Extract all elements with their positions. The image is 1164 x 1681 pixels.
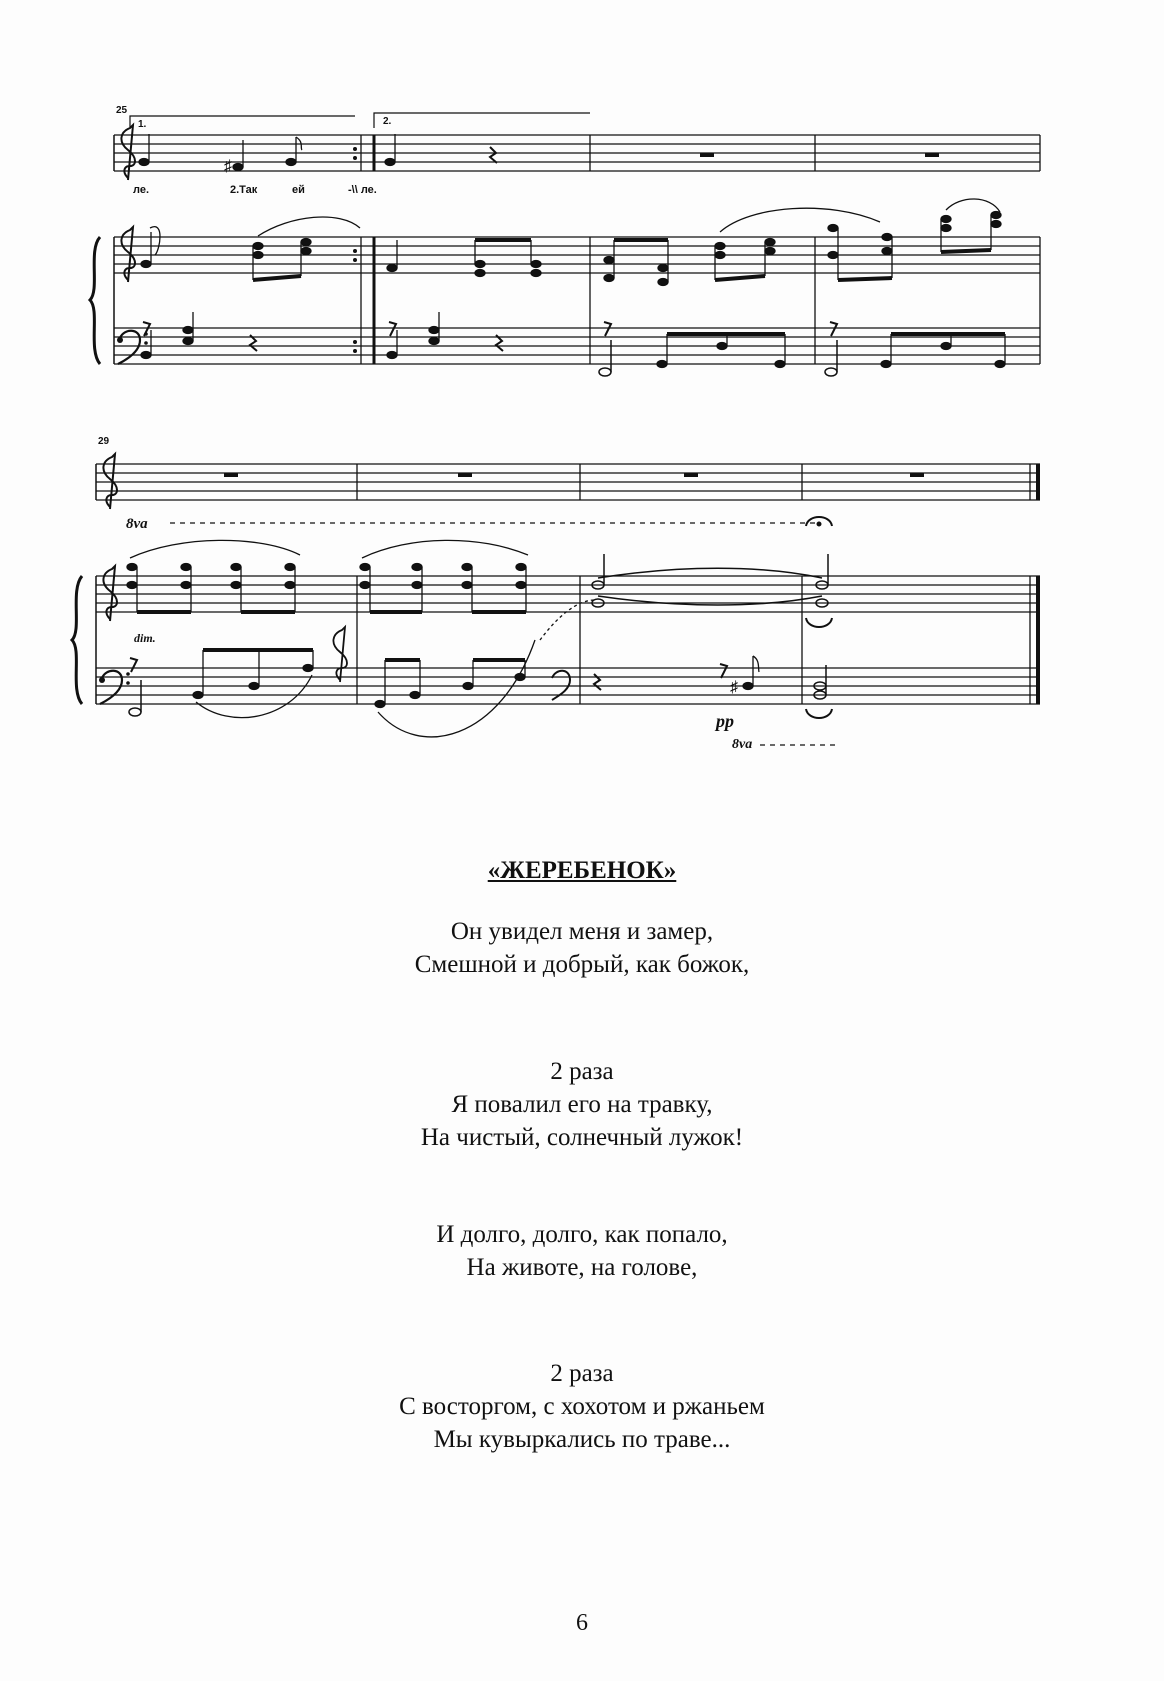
measure-number: 25 — [116, 105, 128, 116]
stanza-3 — [0, 1218, 1164, 1284]
volta-2-label: 2. — [383, 116, 392, 127]
repeat-note: 2 раза — [550, 1058, 614, 1085]
svg-text:♯: ♯ — [730, 679, 738, 696]
measure-number: 29 — [98, 436, 110, 447]
piano-brace — [90, 237, 100, 364]
stanza-4 — [0, 1357, 1164, 1456]
page-number: 6 — [576, 1610, 588, 1636]
bass-clef-icon — [100, 671, 122, 704]
volta-1-label: 1. — [138, 119, 147, 130]
stanza-2 — [0, 1055, 1164, 1154]
dynamic-dim: dim. — [134, 631, 156, 645]
poem-line: Мы кувыркались по траве... — [433, 1426, 731, 1453]
ottava-marking: 8va — [732, 737, 753, 752]
bass-clef-icon — [118, 331, 140, 364]
poem-line: Он увидел меня и замер, — [450, 918, 714, 945]
poem-line: С восторгом, с хохотом и ржаньем — [399, 1393, 765, 1420]
poem-line: На животе, на голове, — [466, 1254, 698, 1281]
poem-line: Смешной и добрый, как божок, — [414, 951, 750, 978]
poem-title: «ЖЕРЕБЕНОК» — [487, 857, 677, 884]
repeat-note: 2 раза — [550, 1360, 614, 1387]
lyric-syllable: ле. — [133, 184, 150, 196]
poem-line: На чистый, солнечный лужок! — [420, 1124, 744, 1151]
voice-staff-1 — [114, 135, 1040, 171]
piano-brace — [72, 576, 82, 704]
poem-line: И долго, долго, как попало, — [436, 1221, 728, 1248]
voice-staff-2 — [96, 464, 1040, 500]
ottava-marking: 8va — [126, 516, 148, 532]
dynamic-pp: pp — [716, 711, 734, 731]
sheet-music — [0, 0, 1164, 760]
lyric-syllable: 2.Так — [230, 184, 258, 196]
lyric-syllable: ей — [292, 184, 305, 196]
stanza-1 — [0, 915, 1164, 981]
svg-text:♯: ♯ — [224, 158, 232, 175]
lyric-syllable: -\\ ле. — [348, 184, 377, 196]
poem-line: Я повалил его на травку, — [451, 1091, 713, 1118]
